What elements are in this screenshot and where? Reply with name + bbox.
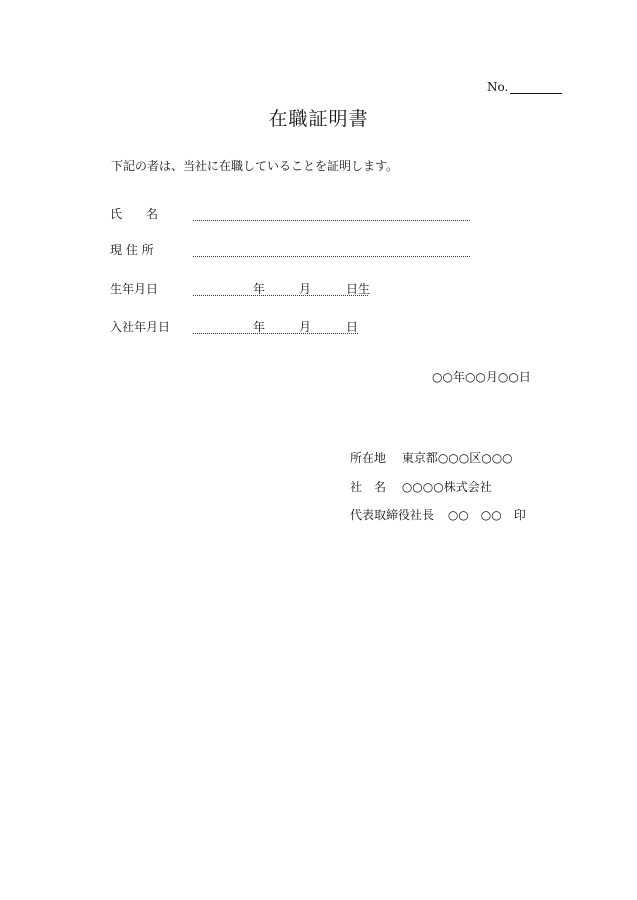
issuer-company-label: 社 名 [350, 480, 387, 494]
birth-year-unit: 年 [253, 282, 266, 296]
address-blank [193, 246, 470, 257]
issuer-representative [350, 506, 526, 523]
join-date-row [110, 318, 490, 338]
name-blank [193, 210, 470, 221]
birth-month-unit: 月 [299, 282, 312, 296]
issuer-representative-label: 代表取締役社長 [350, 508, 435, 522]
birth-date-blank [193, 285, 368, 296]
intro-text: 下記の者は、当社に在職していることを証明します。 [111, 159, 399, 173]
join-year-unit: 年 [253, 320, 266, 334]
address-row [110, 241, 490, 261]
birth-day-unit: 日生 [346, 282, 371, 296]
issuer-representative-value: ○○ ○○ 印 [447, 508, 526, 522]
issuer-company [350, 478, 492, 495]
issue-date: ○○年○○月○○日 [432, 370, 531, 384]
address-label: 現 住 所 [110, 243, 154, 257]
join-date-label: 入社年月日 [110, 320, 171, 334]
issuer-location [350, 449, 513, 466]
document-number-label: No. [487, 80, 509, 94]
birth-date-label: 生年月日 [110, 282, 159, 296]
issuer-company-value: ○○○○株式会社 [401, 480, 492, 494]
join-month-unit: 月 [299, 320, 312, 334]
document-number [487, 80, 562, 94]
name-row [110, 205, 490, 225]
join-date-blank [193, 323, 358, 334]
join-day-unit: 日 [346, 320, 359, 334]
issuer-location-value: 東京都○○○区○○○ [401, 451, 513, 465]
issuer-location-label: 所在地 [350, 451, 387, 465]
name-label: 氏 名 [110, 207, 159, 221]
document-number-blank [510, 82, 562, 94]
birth-date-row [110, 280, 490, 300]
page-title: 在職証明書 [268, 108, 369, 130]
